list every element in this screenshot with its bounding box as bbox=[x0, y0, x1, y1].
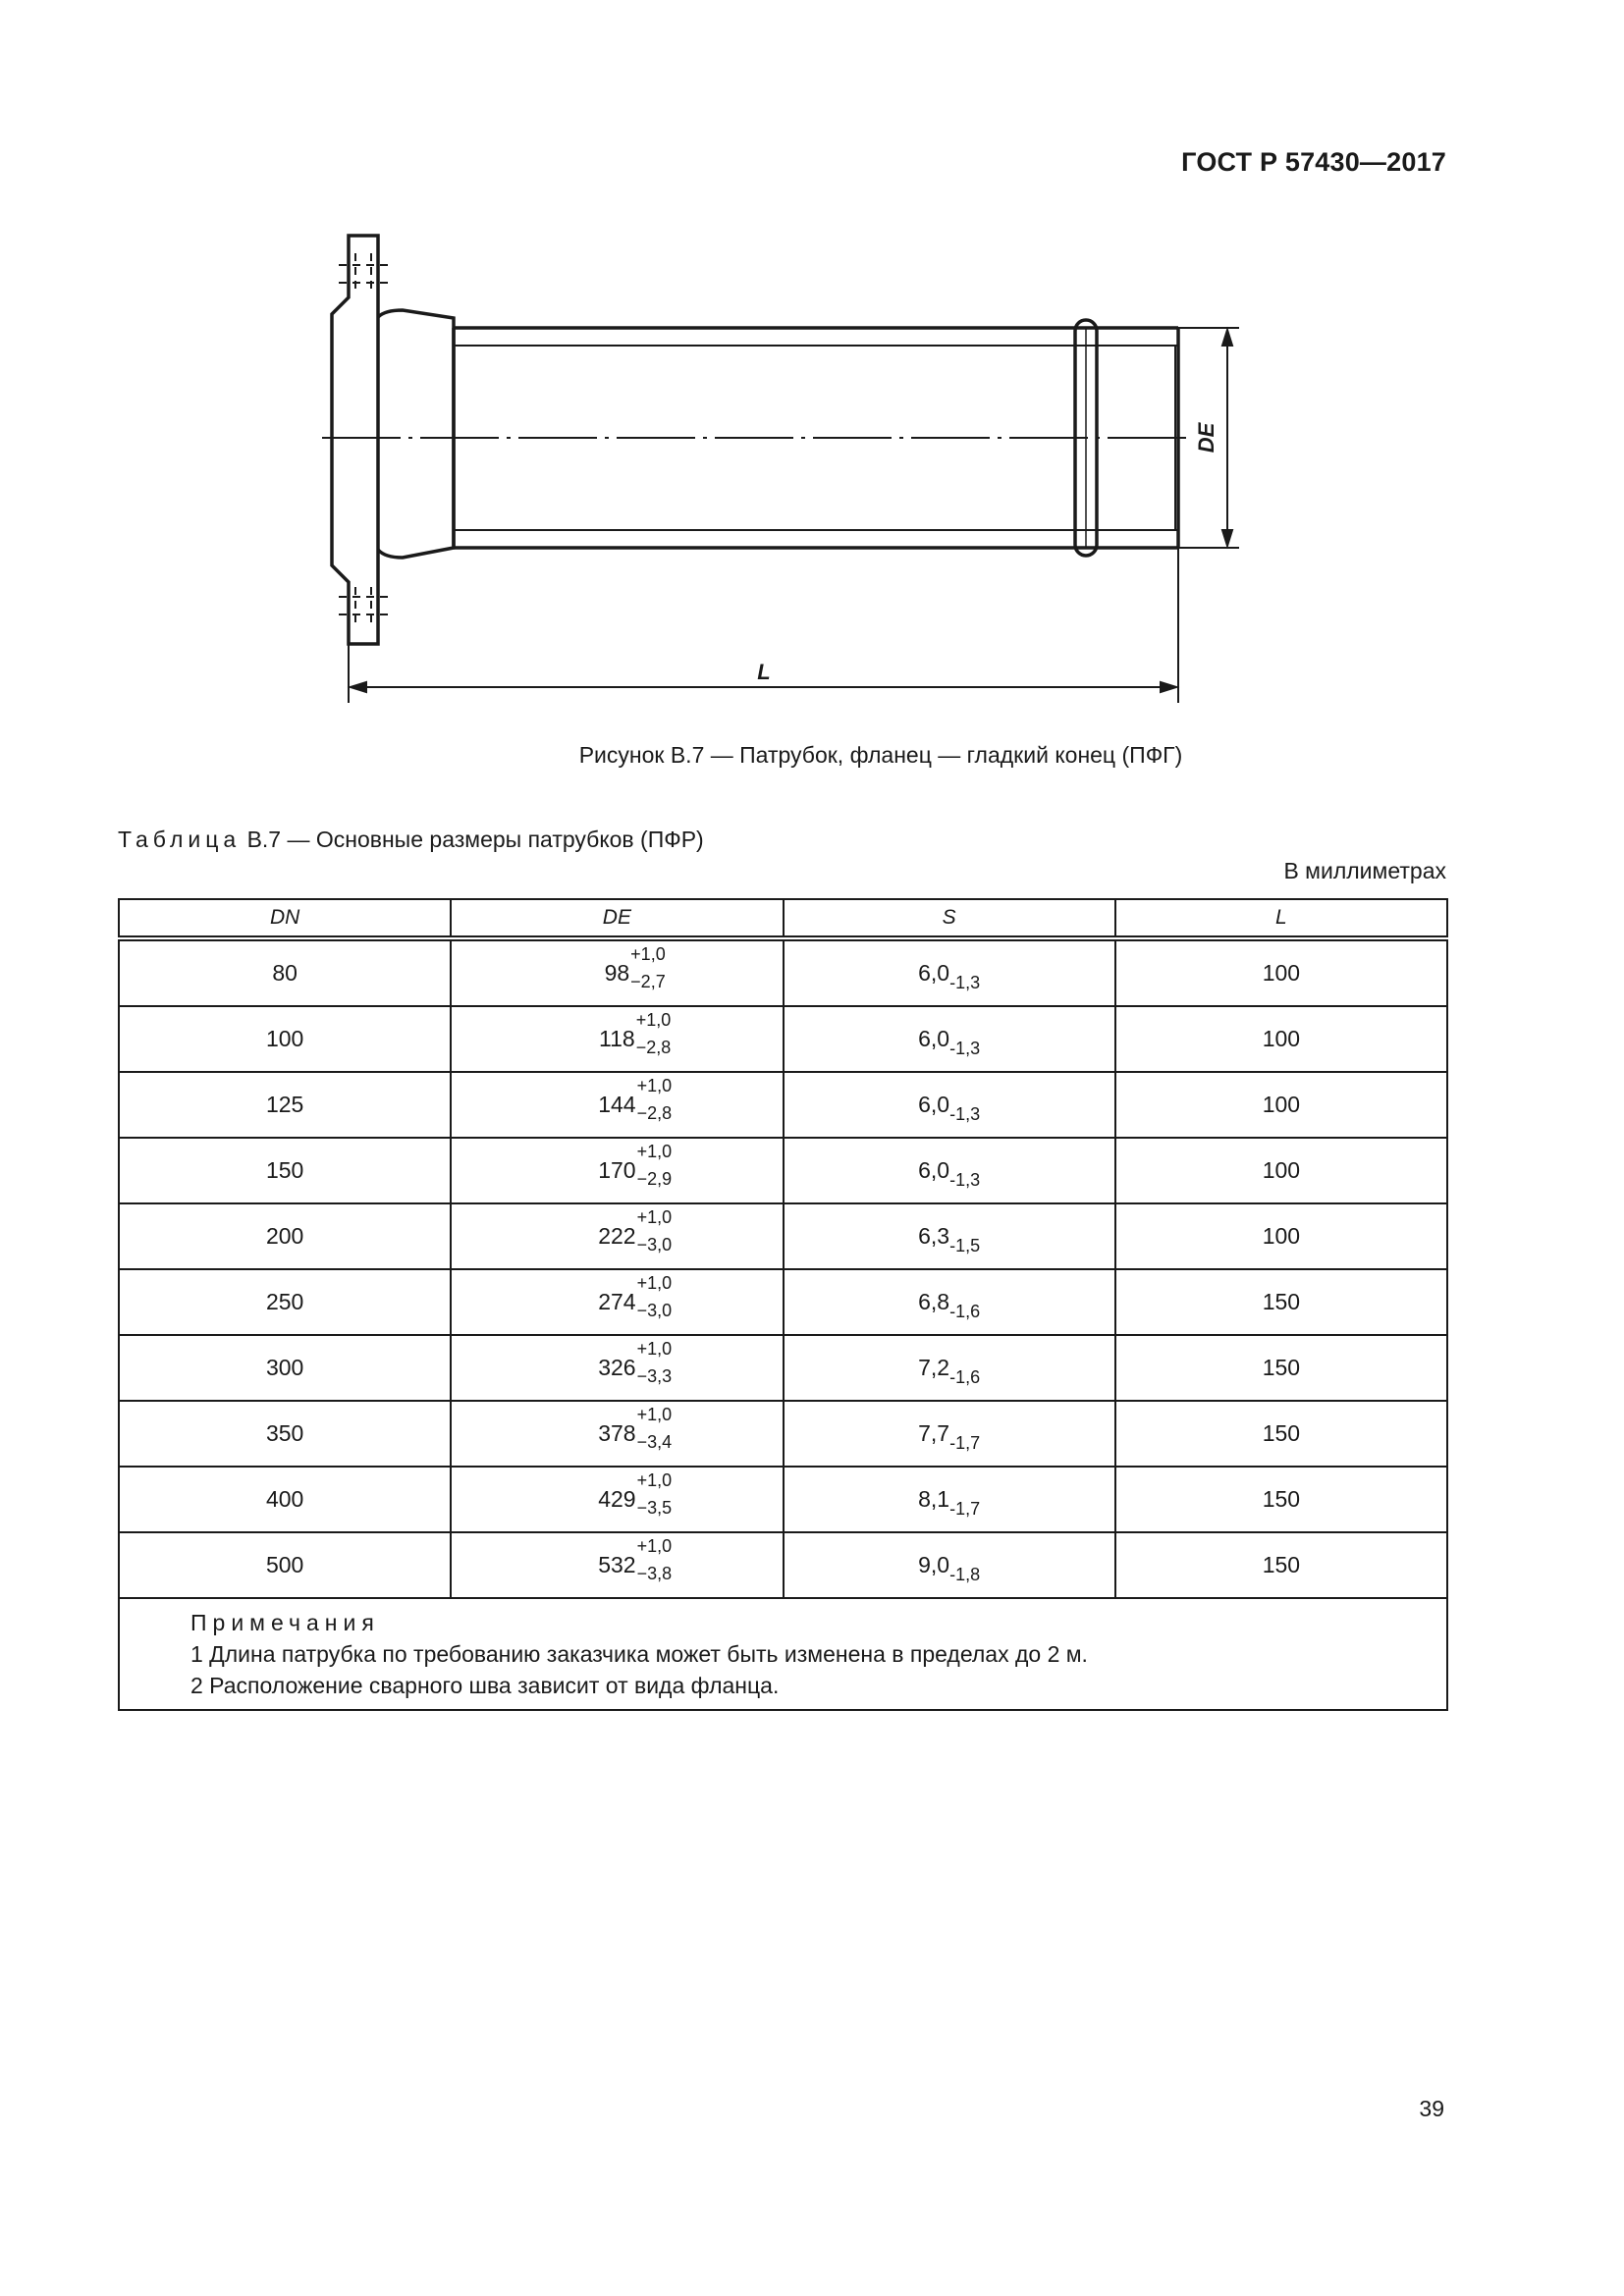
table-title bbox=[118, 827, 704, 853]
cell-s bbox=[784, 1203, 1115, 1269]
s-tolerance: -1,3 bbox=[949, 973, 981, 992]
table-row bbox=[119, 1532, 1447, 1598]
note-2: 2 Расположение сварного шва зависит от вида фланца. bbox=[190, 1673, 780, 1698]
cell-dn: 300 bbox=[119, 1335, 451, 1401]
de-value: 170 bbox=[598, 1157, 636, 1183]
notes-title: Примечания bbox=[190, 1610, 380, 1635]
s-tolerance: -1,7 bbox=[949, 1433, 981, 1453]
de-value: 429 bbox=[598, 1486, 636, 1512]
cell-s bbox=[784, 938, 1115, 1006]
de-plus: +1,0 bbox=[636, 1142, 673, 1161]
dimension-l-label: L bbox=[757, 660, 771, 684]
header-l: L bbox=[1115, 899, 1447, 938]
de-plus: +1,0 bbox=[636, 1405, 673, 1424]
cell-s bbox=[784, 1335, 1115, 1401]
de-plus: +1,0 bbox=[636, 1536, 673, 1556]
dimension-de-label: DE bbox=[1194, 422, 1218, 454]
header-dn: DN bbox=[119, 899, 451, 938]
de-plus: +1,0 bbox=[636, 1207, 673, 1227]
cell-de bbox=[451, 1269, 783, 1335]
table-row bbox=[119, 1467, 1447, 1532]
de-value: 118 bbox=[599, 1026, 635, 1051]
table-title-rest: В.7 — Основные размеры патрубков (ПФР) bbox=[241, 827, 704, 852]
cell-dn: 150 bbox=[119, 1138, 451, 1203]
table-units: В миллиметрах bbox=[1283, 858, 1446, 883]
cell-l: 100 bbox=[1115, 1072, 1447, 1138]
de-minus: −2,7 bbox=[630, 972, 666, 991]
dimensions-table bbox=[118, 898, 1448, 1711]
table-row bbox=[119, 1269, 1447, 1335]
cell-s bbox=[784, 1072, 1115, 1138]
cell-de bbox=[451, 1335, 783, 1401]
s-tolerance: -1,3 bbox=[949, 1170, 981, 1190]
table-row bbox=[119, 1401, 1447, 1467]
s-tolerance: -1,3 bbox=[949, 1104, 981, 1124]
s-tolerance: -1,5 bbox=[949, 1236, 981, 1255]
de-minus: −3,8 bbox=[636, 1564, 673, 1583]
table-row bbox=[119, 1335, 1447, 1401]
table-header-row bbox=[119, 899, 1447, 938]
cell-s bbox=[784, 1532, 1115, 1598]
de-plus: +1,0 bbox=[636, 1470, 673, 1490]
cell-de bbox=[451, 1401, 783, 1467]
de-value: 378 bbox=[598, 1420, 636, 1446]
s-tolerance: -1,3 bbox=[949, 1039, 981, 1058]
cell-de bbox=[451, 1203, 783, 1269]
figure-caption: Рисунок В.7 — Патрубок, фланец — гладкий конец (ПФГ) bbox=[578, 742, 1183, 768]
de-plus: +1,0 bbox=[630, 944, 666, 964]
s-value: 6,0 bbox=[918, 1157, 950, 1183]
de-plus: +1,0 bbox=[636, 1339, 673, 1359]
cell-l: 100 bbox=[1115, 1006, 1447, 1072]
de-tolerance bbox=[599, 1010, 672, 1057]
page-number: 39 bbox=[1419, 2096, 1444, 2121]
de-tolerance bbox=[598, 1207, 673, 1255]
cell-l: 150 bbox=[1115, 1532, 1447, 1598]
s-value: 9,0 bbox=[918, 1552, 950, 1577]
s-tolerance: -1,6 bbox=[949, 1367, 981, 1387]
table-title-prefix: Таблица bbox=[118, 827, 242, 852]
s-value: 8,1 bbox=[918, 1486, 950, 1512]
cell-dn: 80 bbox=[119, 938, 451, 1006]
cell-l: 100 bbox=[1115, 1203, 1447, 1269]
de-minus: −3,3 bbox=[636, 1366, 673, 1386]
cell-s bbox=[784, 1467, 1115, 1532]
cell-dn: 100 bbox=[119, 1006, 451, 1072]
table-row bbox=[119, 1203, 1447, 1269]
cell-l: 150 bbox=[1115, 1269, 1447, 1335]
de-tolerance bbox=[598, 1076, 673, 1123]
cell-s bbox=[784, 1401, 1115, 1467]
de-value: 532 bbox=[598, 1552, 636, 1577]
de-tolerance bbox=[598, 1405, 673, 1452]
table-row bbox=[119, 1138, 1447, 1203]
cell-s bbox=[784, 1269, 1115, 1335]
cell-de bbox=[451, 1138, 783, 1203]
notes-cell bbox=[119, 1598, 1447, 1710]
de-plus: +1,0 bbox=[635, 1010, 672, 1030]
cell-l: 150 bbox=[1115, 1467, 1447, 1532]
de-tolerance bbox=[598, 1536, 673, 1583]
s-value: 6,8 bbox=[918, 1289, 950, 1314]
cell-l: 150 bbox=[1115, 1401, 1447, 1467]
de-tolerance bbox=[598, 1470, 673, 1518]
cell-s bbox=[784, 1138, 1115, 1203]
cell-l: 150 bbox=[1115, 1335, 1447, 1401]
notes-row bbox=[119, 1598, 1447, 1710]
de-minus: −2,9 bbox=[636, 1169, 673, 1189]
de-minus: −3,0 bbox=[636, 1301, 673, 1320]
de-minus: −3,5 bbox=[636, 1498, 673, 1518]
cell-dn: 200 bbox=[119, 1203, 451, 1269]
de-minus: −2,8 bbox=[635, 1038, 672, 1057]
cell-l: 100 bbox=[1115, 1138, 1447, 1203]
header-de: DE bbox=[451, 899, 783, 938]
header-s: S bbox=[784, 899, 1115, 938]
cell-dn: 500 bbox=[119, 1532, 451, 1598]
de-minus: −3,4 bbox=[636, 1432, 673, 1452]
de-minus: −2,8 bbox=[636, 1103, 673, 1123]
cell-dn: 250 bbox=[119, 1269, 451, 1335]
cell-de bbox=[451, 1532, 783, 1598]
s-value: 6,3 bbox=[918, 1223, 950, 1249]
s-value: 6,0 bbox=[918, 960, 950, 986]
de-tolerance bbox=[598, 1142, 673, 1189]
pipe-drawing bbox=[295, 214, 1276, 705]
s-tolerance: -1,6 bbox=[949, 1302, 981, 1321]
de-tolerance bbox=[604, 944, 666, 991]
cell-de bbox=[451, 1467, 783, 1532]
cell-l: 100 bbox=[1115, 938, 1447, 1006]
cell-de bbox=[451, 938, 783, 1006]
de-value: 98 bbox=[604, 960, 630, 986]
s-value: 6,0 bbox=[918, 1092, 950, 1117]
de-tolerance bbox=[598, 1339, 673, 1386]
s-value: 7,2 bbox=[918, 1355, 950, 1380]
document-code: ГОСТ Р 57430—2017 bbox=[1181, 147, 1446, 177]
cell-de bbox=[451, 1006, 783, 1072]
cell-dn: 400 bbox=[119, 1467, 451, 1532]
table-row bbox=[119, 938, 1447, 1006]
de-plus: +1,0 bbox=[636, 1273, 673, 1293]
table-body bbox=[119, 938, 1447, 1598]
s-value: 6,0 bbox=[918, 1026, 950, 1051]
de-plus: +1,0 bbox=[636, 1076, 673, 1095]
note-1: 1 Длина патрубка по требованию заказчика может быть изменена в пределах до 2 м. bbox=[190, 1641, 1088, 1667]
de-minus: −3,0 bbox=[636, 1235, 673, 1255]
table-row bbox=[119, 1072, 1447, 1138]
cell-s bbox=[784, 1006, 1115, 1072]
cell-dn: 350 bbox=[119, 1401, 451, 1467]
s-value: 7,7 bbox=[918, 1420, 950, 1446]
cell-de bbox=[451, 1072, 783, 1138]
de-tolerance bbox=[598, 1273, 673, 1320]
de-value: 326 bbox=[598, 1355, 636, 1380]
de-value: 144 bbox=[598, 1092, 636, 1117]
s-tolerance: -1,7 bbox=[949, 1499, 981, 1519]
cell-dn: 125 bbox=[119, 1072, 451, 1138]
de-value: 274 bbox=[598, 1289, 636, 1314]
s-tolerance: -1,8 bbox=[949, 1565, 981, 1584]
table-row bbox=[119, 1006, 1447, 1072]
de-value: 222 bbox=[598, 1223, 636, 1249]
